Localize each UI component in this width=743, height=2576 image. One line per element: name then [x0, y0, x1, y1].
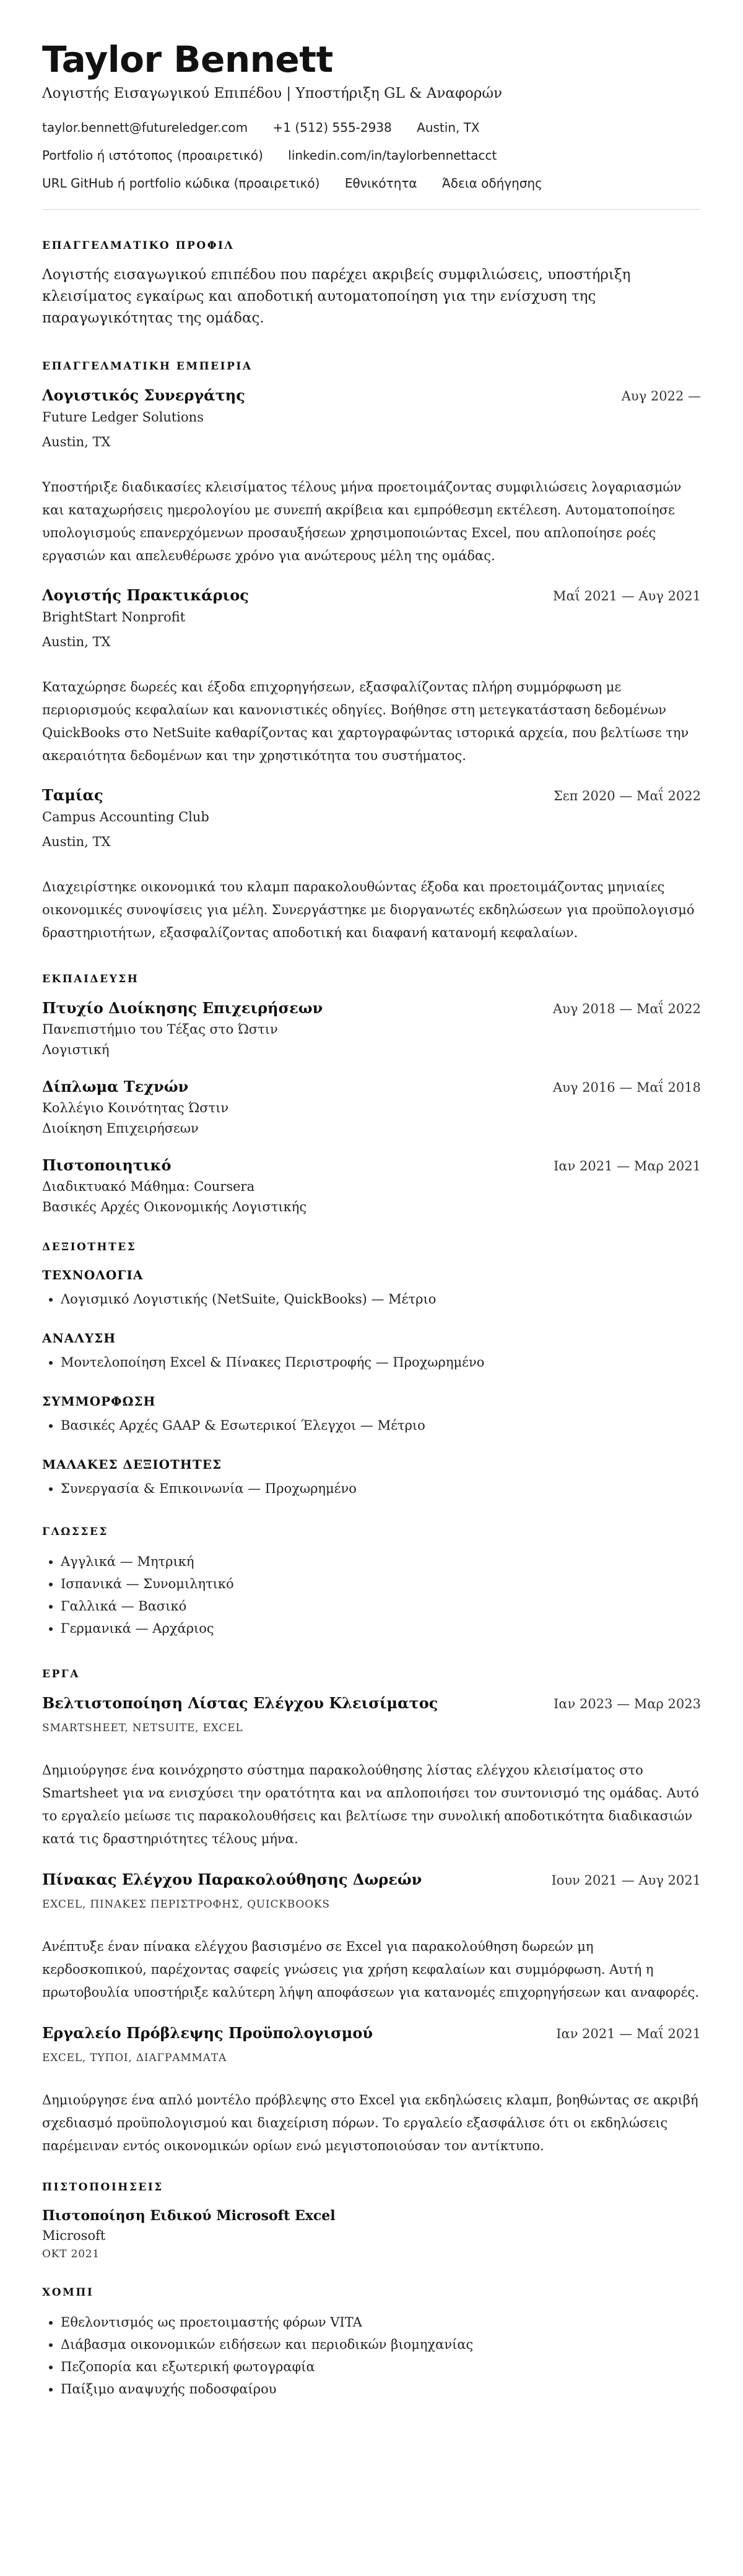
school-name: Κολλέγιο Κοινότητας Ώστιν [42, 1100, 229, 1115]
job-dates: Σεπ 2020 — Μαΐ 2022 [553, 789, 701, 803]
language-item: • Αγγλικά — Μητρική [61, 1550, 701, 1573]
section-title: ΧΟΜΠΙ [42, 2286, 94, 2299]
job-location: Austin, TX [42, 634, 111, 649]
github-link[interactable]: URL GitHub ή portfolio κώδικα (προαιρετικό) [42, 176, 320, 191]
hobby-item: • Διάβασμα οικονομικών ειδήσεων και περιοδικών βιομηχανίας [61, 2333, 701, 2356]
education-entry [42, 1155, 701, 1217]
job-location: Austin, TX [42, 834, 111, 849]
skill-item: • Λογισμικό Λογιστικής (NetSuite, QuickBooks) — Μέτριο [61, 1288, 701, 1310]
contact-row [42, 119, 701, 136]
project-dates: Ιαν 2021 — Μαΐ 2021 [556, 2026, 701, 2041]
phone-number[interactable]: +1 (512) 555-2938 [272, 120, 392, 135]
job-location: Austin, TX [42, 434, 111, 449]
field-of-study: Λογιστική [42, 1042, 110, 1057]
certification-issuer: Microsoft [42, 2228, 106, 2243]
skill-item: • Συνεργασία & Επικοινωνία — Προχωρημένο [61, 1477, 701, 1500]
certification-name: Πιστοποίηση Ειδικού Microsoft Excel [42, 2208, 336, 2224]
project-title: Εργαλείο Πρόβλεψης Προϋπολογισμού [42, 2024, 373, 2042]
hobbies-section [42, 2285, 701, 2400]
job-dates: Μαΐ 2021 — Αυγ 2021 [553, 589, 701, 603]
experience-entry [42, 385, 701, 568]
skill-item: • Βασικές Αρχές GAAP & Εσωτερικοί Έλεγχοι — Μέτριο [61, 1414, 701, 1437]
project-title: Βελτιστοποίηση Λίστας Ελέγχου Κλεισίματος [42, 1694, 438, 1712]
school-name: Πανεπιστήμιο του Τέξας στο Ώστιν [42, 1022, 278, 1037]
section-title: ΕΚΠΑΙΔΕΥΣΗ [42, 973, 139, 985]
project-tech: SMARTSHEET, NETSUITE, EXCEL [42, 1722, 243, 1734]
education-dates: Ιαν 2021 — Μαρ 2021 [554, 1159, 701, 1173]
email-link[interactable]: taylor.bennett@futureledger.com [42, 120, 248, 135]
profile-summary: Λογιστής εισαγωγικού επιπέδου που παρέχει ακριβείς συμφιλιώσεις, υποστήριξη κλεισίματος εγκαίρως και αποδοτική αυτοματοποίηση για την ενίσχυση της παραγωγικότητας της ομάδας. [42, 267, 631, 326]
company-name: Campus Accounting Club [42, 810, 209, 824]
certifications-section [42, 2180, 701, 2263]
education-entry [42, 1076, 701, 1139]
candidate-headline: Λογιστής Εισαγωγικού Επιπέδου | Υποστήριξη GL & Αναφορών [42, 85, 503, 102]
job-description: Υποστήριξε διαδικασίες κλεισίματος τέλους μήνα προετοιμάζοντας συμφιλιώσεις λογαριασμών και καταχωρήσεις ημερολογίου με συνεπή ακρίβεια και εμπρόθεσμη εκτέλεση. Αυτοματοποίησε υπολογισμούς επανερχόμενων προσαυξήσεων χρησιμοποιώντας Excel, που απλοποίησε ροές εργασιών και απελευθέρωσε χρόνο για ανώτερους μέλη της ομάδας. [42, 480, 682, 563]
section-title: ΕΡΓΑ [42, 1668, 80, 1680]
section-title: ΕΠΑΓΓΕΛΜΑΤΙΚΟ ΠΡΟΦΙΛ [42, 240, 235, 252]
section-title: ΠΙΣΤΟΠΟΙΗΣΕΙΣ [42, 2181, 163, 2193]
resume-header [42, 37, 701, 192]
skill-item: • Μοντελοποίηση Excel & Πίνακες Περιστροφής — Προχωρημένο [61, 1351, 701, 1373]
project-tech: EXCEL, ΠΙΝΑΚΕΣ ΠΕΡΙΣΤΡΟΦΗΣ, QUICKBOOKS [42, 1898, 330, 1911]
header-divider [42, 209, 701, 210]
project-entry [42, 1693, 701, 1851]
language-item: • Ισπανικά — Συνομιλητικό [61, 1573, 701, 1595]
experience-entry [42, 785, 701, 944]
project-entry [42, 2023, 701, 2158]
field-of-study: Διοίκηση Επιχειρήσεων [42, 1121, 199, 1136]
section-title: ΔΕΞΙΟΤΗΤΕΣ [42, 1241, 137, 1253]
skills-section [42, 1240, 701, 1500]
job-description: Καταχώρησε δωρεές και έξοδα επιχορηγήσεων, εξασφαλίζοντας πλήρη συμμόρφωση με περιορισμούς κεφαλαίων και κανονιστικές οδηγίες. Βοήθησε στη μετεγκατάσταση δεδομένων QuickBooks στο NetSuite καθαρίζοντας και χαρτογραφώντας ιστορικά αρχεία, που βελτίωσε την ακεραιότητα δεδομένων και την χρηστικότητα του συστήματος. [42, 680, 689, 763]
job-description: Διαχειρίστηκε οικονομικά του κλαμπ παρακολουθώντας έξοδα και προετοιμάζοντας μηνιαίες οικονομικές συνοψίσεις για μέλη. Συνεργάστηκε με διοργανωτές εκδηλώσεων για προϋπολογισμό δραστηριοτήτων, εξασφαλίζοντας αποδοτική και διαφανή κατανομή κεφαλαίων. [42, 880, 695, 940]
skill-list [42, 1414, 701, 1437]
degree-title: Πτυχίο Διοίκησης Επιχειρήσεων [42, 999, 323, 1017]
company-name: Future Ledger Solutions [42, 410, 204, 425]
hobby-item: • Εθελοντισμός ως προετοιμαστής φόρων VITA [61, 2311, 701, 2333]
certification-date: ΟΚΤ 2021 [42, 2248, 100, 2260]
hobby-list [42, 2311, 701, 2400]
portfolio-link[interactable]: Portfolio ή ιστότοπος (προαιρετικό) [42, 148, 263, 163]
driving-license: Άδεια οδήγησης [441, 176, 542, 191]
project-description: Ανέπτυξε έναν πίνακα ελέγχου βασισμένο σε Excel για παρακολούθηση δωρεών μη κερδοσκοπικού, παρέχοντας σαφείς γνώσεις για χρήση κεφαλαίων και συμμόρφωση. Αυτή η πρωτοβουλία υποστήριξε καλύτερη λήψη αποφάσεων για κατανομές επιχορηγήσεων και αναφορές. [42, 1939, 699, 2000]
experience-entry [42, 585, 701, 767]
job-title: Λογιστικός Συνεργάτης [42, 386, 245, 404]
hobby-item: • Παίξιμο αναψυχής ποδοσφαίρου [61, 2378, 701, 2400]
company-name: BrightStart Nonprofit [42, 610, 186, 625]
project-tech: EXCEL, ΤΥΠΟΙ, ΔΙΑΓΡΑΜΜΑΤΑ [42, 2052, 227, 2064]
skill-list [42, 1477, 701, 1500]
job-title: Λογιστής Πρακτικάριος [42, 586, 249, 604]
skill-group-title: ΑΝΑΛΥΣΗ [42, 1331, 116, 1346]
project-dates: Ιαν 2023 — Μαρ 2023 [554, 1696, 701, 1711]
field-of-study: Βασικές Αρχές Οικονομικής Λογιστικής [42, 1199, 307, 1214]
skill-group-title: ΤΕΧΝΟΛΟΓΙΑ [42, 1268, 144, 1282]
projects-section [42, 1667, 701, 2158]
school-name: Διαδικτυακό Μάθημα: Coursera [42, 1179, 255, 1194]
degree-title: Πιστοποιητικό [42, 1156, 172, 1174]
candidate-name: Taylor Bennett [42, 38, 333, 80]
nationality: Εθνικότητα [344, 176, 417, 191]
education-dates: Αυγ 2016 — Μαΐ 2018 [553, 1080, 701, 1095]
education-section [42, 972, 701, 1217]
project-entry [42, 1869, 701, 2004]
language-item: • Γερμανικά — Αρχάριος [61, 1617, 701, 1640]
language-item: • Γαλλικά — Βασικό [61, 1595, 701, 1617]
education-entry [42, 998, 701, 1060]
job-title: Ταμίας [42, 786, 103, 804]
languages-section [42, 1524, 701, 1640]
certification-entry [42, 2206, 701, 2263]
project-title: Πίνακας Ελέγχου Παρακολούθησης Δωρεών [42, 1870, 422, 1888]
section-title: ΕΠΑΓΓΕΛΜΑΤΙΚΗ ΕΜΠΕΙΡΙΑ [42, 360, 253, 373]
skill-group-title: ΜΑΛΑΚΕΣ ΔΕΞΙΟΤΗΤΕΣ [42, 1457, 222, 1472]
skill-list [42, 1351, 701, 1373]
profile-section [42, 238, 701, 329]
linkedin-link[interactable]: linkedin.com/in/taylorbennettacct [288, 148, 497, 163]
project-description: Δημιούργησε ένα κοινόχρηστο σύστημα παρακολούθησης λίστας ελέγχου κλεισίματος στο Smartsheet για να ενισχύσει την ορατότητα και να απλοποιήσει τον συντονισμό της ομάδας. Αυτό το εργαλείο μείωσε τις παρακολουθήσεις και βελτίωσε την συνολική αποδοτικότητα διαδικασιών κατά τις δραστηριότητες τέλους μήνα. [42, 1763, 699, 1846]
degree-title: Δίπλωμα Τεχνών [42, 1078, 189, 1096]
hobby-item: • Πεζοπορία και εξωτερική φωτογραφία [61, 2356, 701, 2378]
project-dates: Ιουν 2021 — Αυγ 2021 [551, 1873, 701, 1888]
experience-section [42, 359, 701, 944]
skill-list [42, 1288, 701, 1310]
links-row [42, 147, 701, 164]
project-description: Δημιούργησε ένα απλό μοντέλο πρόβλεψης στο Excel για εκδηλώσεις κλαμπ, βοηθώντας σε ακριβή σχεδιασμό προϋπολογισμού και διαχείριση πόρων. Το εργαλείο εξασφάλισε ότι οι εκδηλώσεις παρέμειναν εντός οικονομικών ορίων ενώ μεγιστοποιούσαν τον αντίκτυπο. [42, 2093, 698, 2153]
location: Austin, TX [417, 120, 480, 135]
language-list [42, 1550, 701, 1640]
section-title: ΓΛΩΣΣΕΣ [42, 1526, 108, 1538]
extra-info-row [42, 175, 701, 192]
education-dates: Αυγ 2018 — Μαΐ 2022 [553, 1001, 701, 1016]
job-dates: Αυγ 2022 — [621, 389, 701, 404]
skill-group-title: ΣΥΜΜΟΡΦΩΣΗ [42, 1394, 156, 1409]
